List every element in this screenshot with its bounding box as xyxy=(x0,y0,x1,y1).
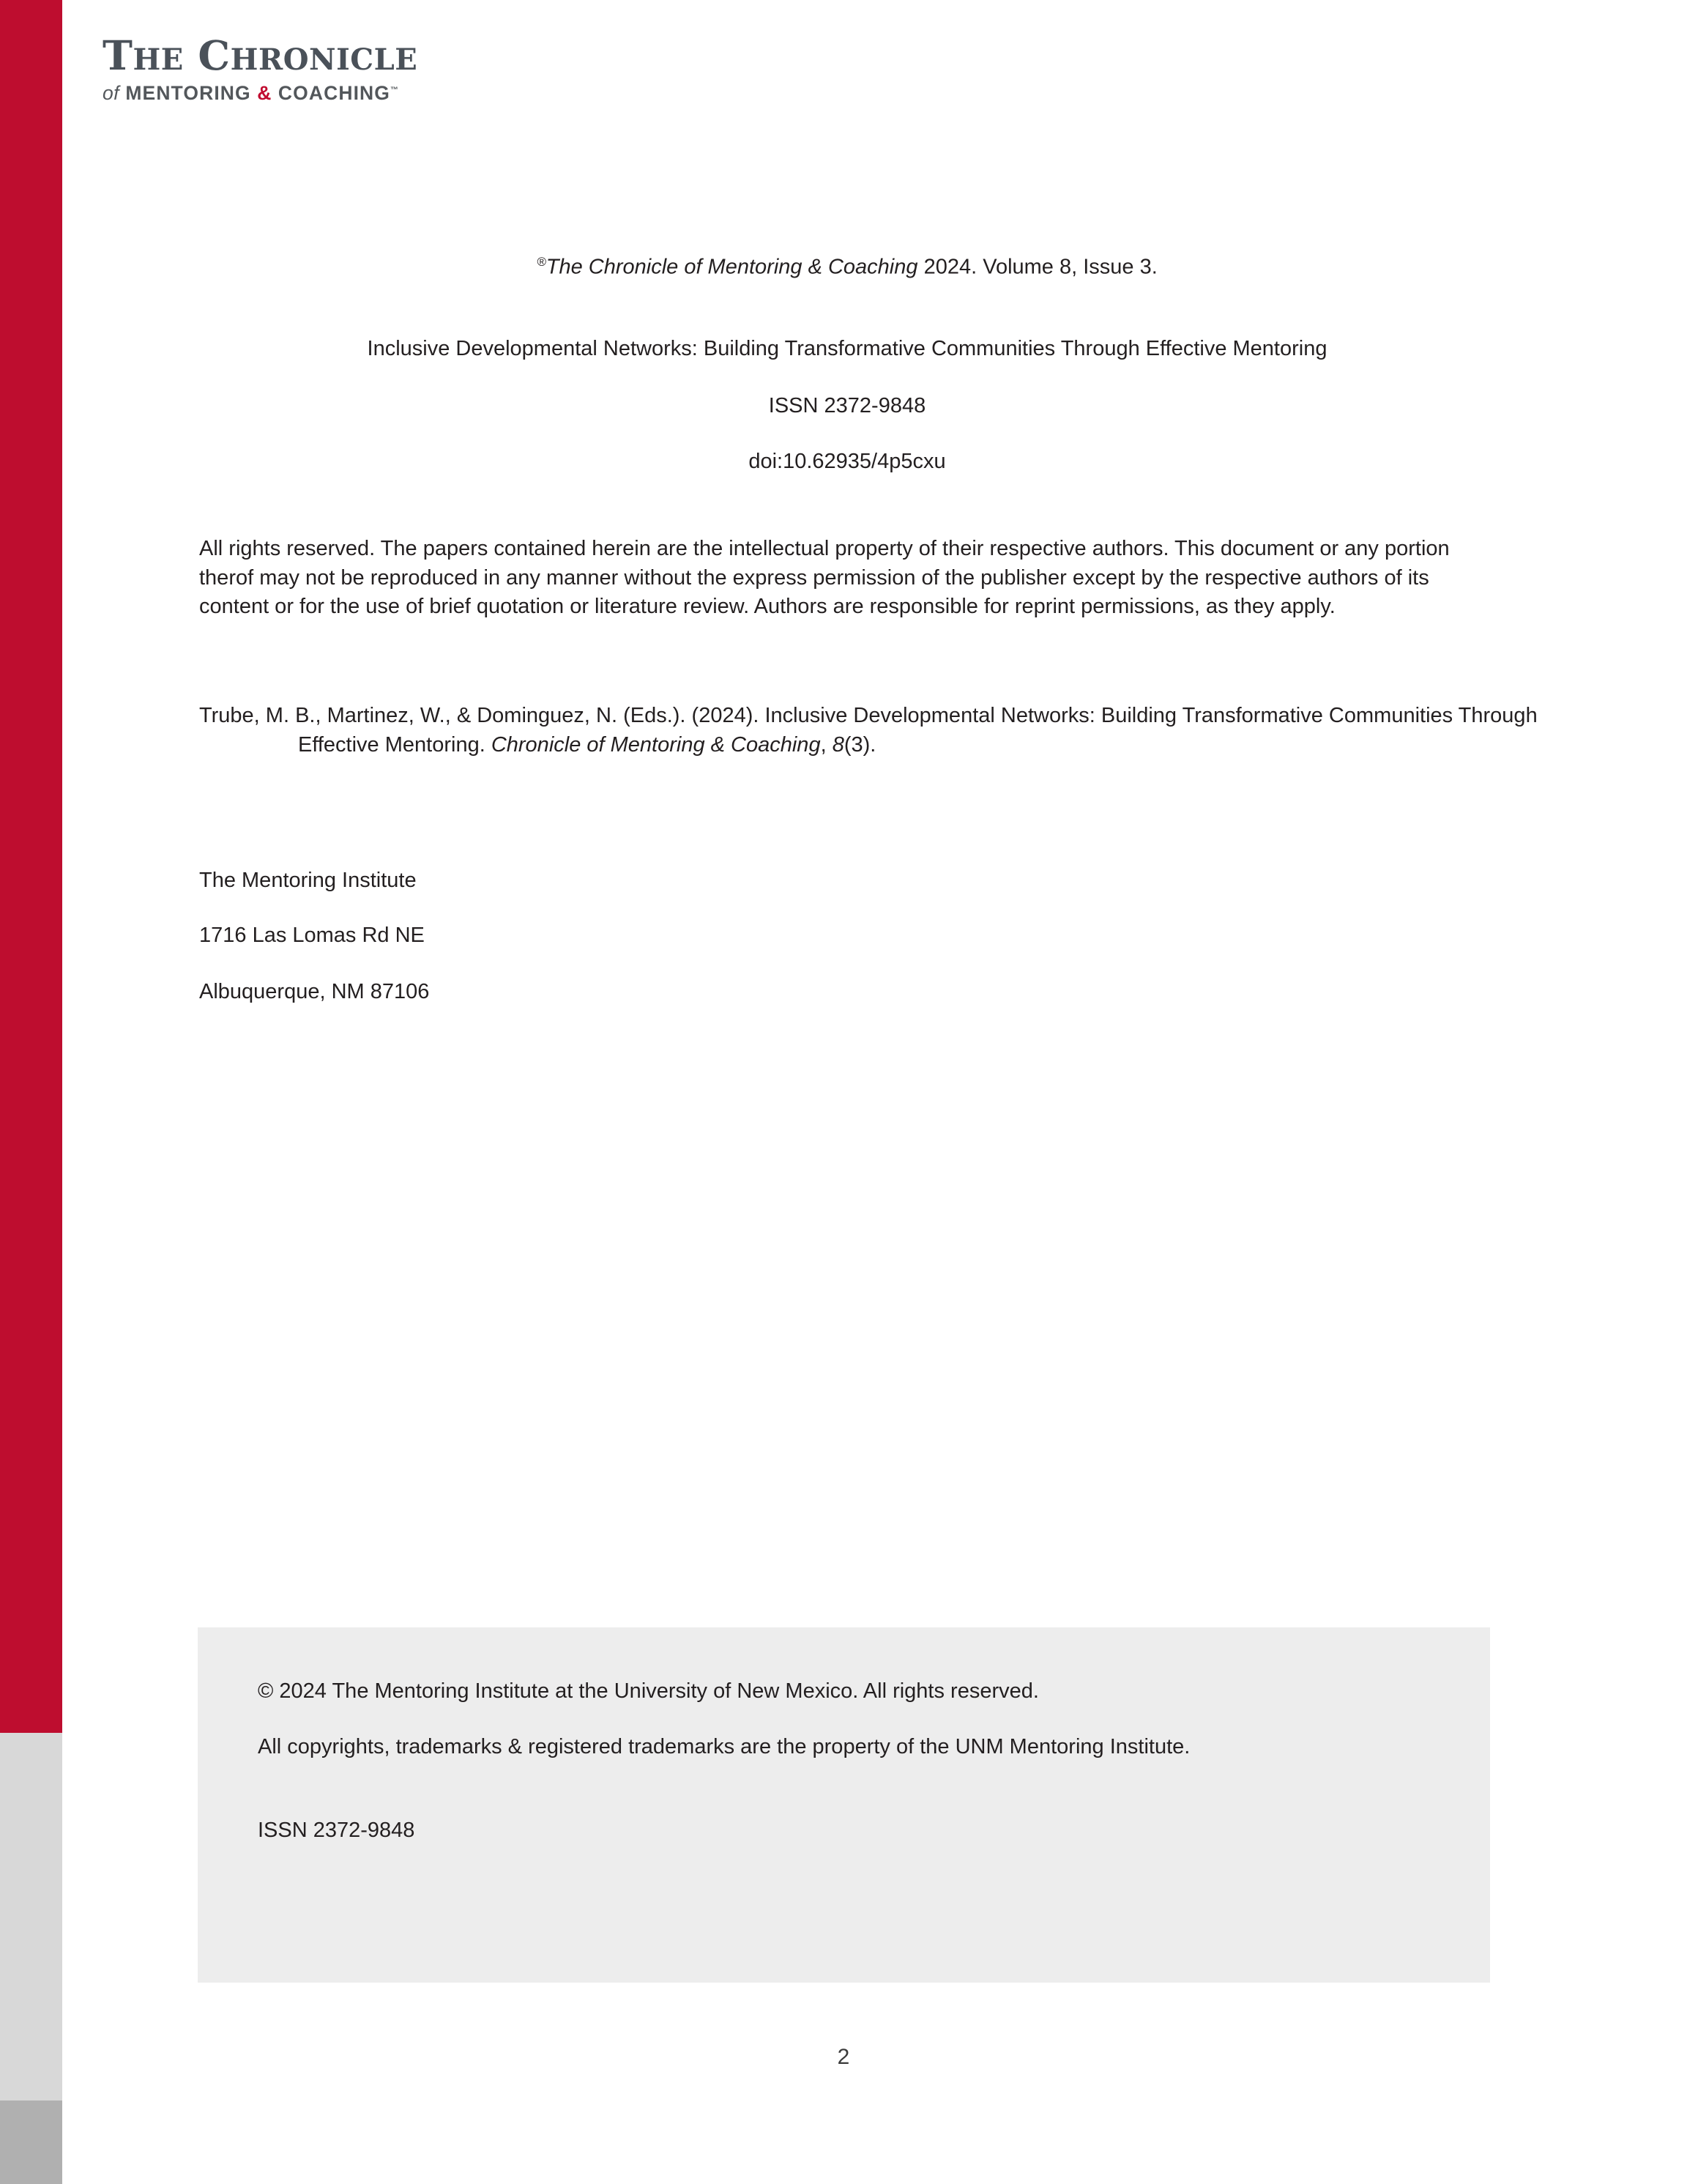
issn-line: ISSN 2372-9848 xyxy=(768,394,926,417)
institute-city-state-zip: Albuquerque, NM 87106 xyxy=(199,980,430,1003)
footer-trademarks-line: All copyrights, trademarks & registered trademarks are the property of the UNM Mentoring Institute. xyxy=(258,1735,1191,1758)
logo-word-coaching: COACHING xyxy=(278,82,390,104)
doi-line: doi:10.62935/4p5cxu xyxy=(748,450,946,473)
registered-mark-icon: ® xyxy=(537,255,546,269)
logo-title-line xyxy=(103,31,513,79)
logo-letter-t: T xyxy=(103,31,133,79)
logo-letter-c: C xyxy=(198,31,231,79)
logo-word-of: of xyxy=(103,82,119,104)
footer-issn-line: ISSN 2372-9848 xyxy=(258,1819,415,1842)
sidebar-accent-bar-red xyxy=(0,0,62,1733)
journal-name: The Chronicle of Mentoring & Coaching xyxy=(545,255,918,279)
journal-issue-info: 2024. Volume 8, Issue 3. xyxy=(917,255,1158,279)
logo-word-mentoring: MENTORING xyxy=(125,82,251,104)
footer-copyright-line: © 2024 The Mentoring Institute at the University of New Mexico. All rights reserved. xyxy=(258,1679,1039,1703)
citation-journal-name: Chronicle of Mentoring & Coaching xyxy=(491,732,821,757)
citation-issue: (3). xyxy=(844,732,876,757)
logo-letters-hronicle: HRONICLE xyxy=(230,42,418,77)
page-number: 2 xyxy=(837,2045,850,2069)
journal-issue-line xyxy=(199,255,1495,280)
logo-subtitle-line xyxy=(103,82,513,105)
citation-volume: 8 xyxy=(832,732,844,757)
citation-comma: , xyxy=(820,732,833,757)
sidebar-accent-bar-dark-gray xyxy=(0,2101,62,2184)
page-title: Inclusive Developmental Networks: Building Transformative Communities Through Effective Mentoring xyxy=(367,337,1327,360)
logo-letters-he: HE xyxy=(133,42,184,77)
logo-ampersand: & xyxy=(257,82,272,104)
footer-panel xyxy=(198,1627,1490,1983)
rights-reserved-paragraph: All rights reserved. The papers contained herein are the intellectual property of their respective authors. This document or any portion therof may not be reproduced in any manner without the express permission of the publisher except by the respective authors of its content or for the use of brief quotation or literature review. Authors are responsible for reprint permissions, as they apply. xyxy=(199,537,1450,619)
trademark-icon: ™ xyxy=(390,86,398,95)
institute-street: 1716 Las Lomas Rd NE xyxy=(199,924,425,947)
citation-paragraph xyxy=(199,702,1572,759)
institute-name: The Mentoring Institute xyxy=(199,869,417,892)
chronicle-logo xyxy=(103,31,513,105)
citation-authors-and-title: Trube, M. B., Martinez, W., & Dominguez, N. (Eds.). (2024). Inclusive Developmental Networks: Building Transformative Communities Through Effective Mentoring. xyxy=(199,704,1538,757)
